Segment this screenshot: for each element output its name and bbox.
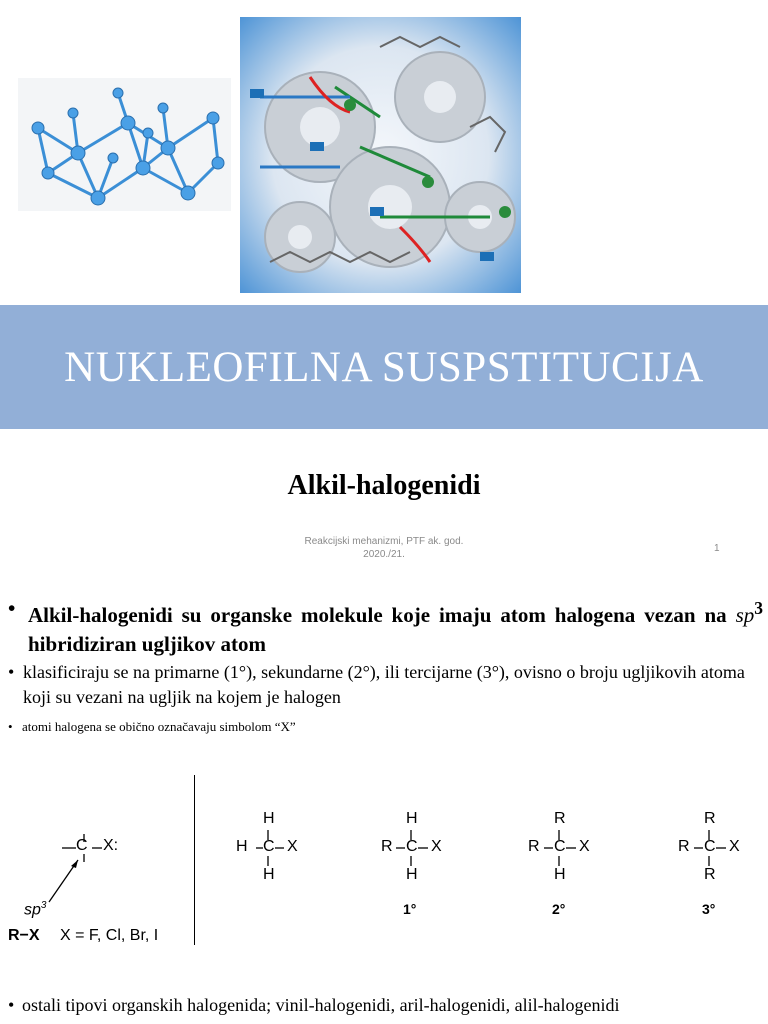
atom-x: X	[287, 838, 298, 855]
bullet-dot: •	[8, 995, 15, 1015]
atom-h: H	[263, 866, 275, 883]
bullet-text: Alkil-halogenidi su organske molekule koje imaju atom halogena vezan na $sp^3$ hibridiziran ugljikov atom	[28, 598, 763, 656]
atom-r: R	[554, 810, 566, 827]
sp-italic: sp	[735, 603, 755, 627]
bullet-classification	[8, 660, 763, 710]
atom-c-general: C	[76, 837, 88, 854]
footer-line-2: 2020./21.	[363, 549, 405, 560]
degree-primary: 1°	[403, 901, 417, 917]
atom-r: R	[704, 866, 716, 883]
page-number: 1	[714, 543, 720, 554]
slide-footer	[256, 535, 512, 561]
atom-h: H	[554, 866, 566, 883]
sp-superscript: 3	[754, 598, 763, 618]
bullet-other-types	[8, 993, 763, 1018]
bullet-text: atomi halogena se obično označavaju simbolom “X”	[22, 719, 296, 734]
atom-r: R	[528, 838, 540, 855]
atom-r: R	[381, 838, 393, 855]
lattice-image	[18, 78, 231, 211]
bullet-text: ostali tipovi organskih halogenida; vinil-halogenidi, aril-halogenidi, alil-halogenidi	[22, 995, 620, 1015]
slide-subtitle: Alkil-halogenidi	[287, 470, 481, 501]
gears-molecules-image	[240, 17, 521, 293]
atom-h: H	[406, 810, 418, 827]
atom-x: X	[579, 838, 590, 855]
bullet-text: klasificiraju se na primarne (1°), sekundarne (2°), ili tercijarne (3°), ovisno o broju ugljikovih atoma koji su vezani na ugljik na kojem je halogen	[23, 662, 745, 707]
bullet-definition	[8, 594, 763, 659]
degree-tertiary: 3°	[702, 901, 716, 917]
sp3-label: $sp^3$	[24, 900, 47, 919]
degree-secondary: 2°	[552, 901, 566, 917]
atom-h: H	[236, 838, 248, 855]
bullet-symbol	[8, 718, 763, 736]
x-values-label: X = F, Cl, Br, I	[60, 927, 159, 944]
footer-line-1: Reakcijski mehanizmi, PTF ak. god.	[304, 536, 464, 547]
atom-c: C	[263, 838, 275, 855]
atom-r: R	[704, 810, 716, 827]
bullet-dot: •	[8, 719, 13, 734]
structure-lines	[0, 770, 768, 950]
atom-x: X	[431, 838, 442, 855]
atom-h: H	[406, 866, 418, 883]
atom-x: X	[729, 838, 740, 855]
bullet-dot: •	[8, 662, 15, 682]
bullet-dot: •	[8, 596, 16, 620]
diagram-divider	[194, 775, 195, 945]
atom-c: C	[704, 838, 716, 855]
atom-c: C	[406, 838, 418, 855]
rx-label: R−X	[8, 927, 40, 944]
atom-x-general: X:	[103, 837, 119, 854]
slide-title: NUKLEOFILNA SUSPSTITUCIJA	[64, 344, 704, 391]
atom-c: C	[554, 838, 566, 855]
atom-h: H	[263, 810, 275, 827]
atom-r: R	[678, 838, 690, 855]
